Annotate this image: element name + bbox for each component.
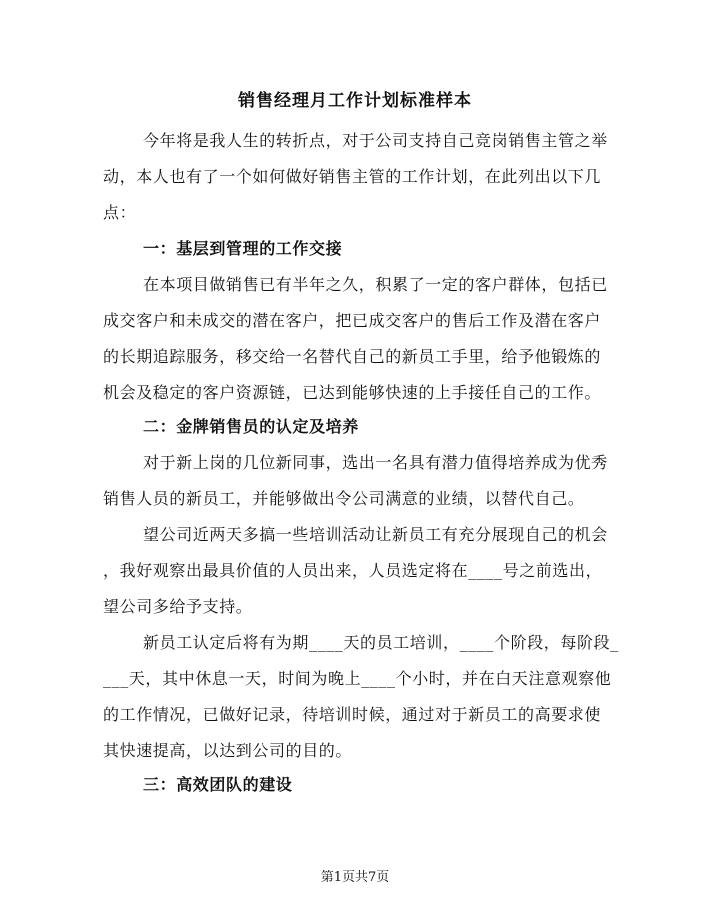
- paragraph-line: 望公司近两天多搞一些培训活动让新员工有充分展现自己的机会: [143, 525, 608, 544]
- paragraph-line: ，我好观察出最具价值的人员出来，人员选定将在____号之前选出，: [103, 561, 603, 580]
- paragraph-line: 在本项目做销售已有半年之久，积累了一定的客户群体，包括已: [143, 275, 608, 294]
- paragraph-line: 其快速提高，以达到公司的目的。: [103, 741, 353, 760]
- section-heading-3: 三：高效团队的建设: [143, 775, 293, 794]
- section-heading-2: 二：金牌销售员的认定及培养: [143, 417, 359, 436]
- paragraph-line: 动，本人也有了一个如何做好销售主管的工作计划，在此列出以下几: [103, 167, 602, 186]
- paragraph-line: 机会及稳定的客户资源链，已达到能够快速的上手接任自己的工作。: [103, 383, 602, 402]
- paragraph-line: ___天，其中休息一天，时间为晚上____个小时，并在白天注意观察他: [103, 669, 612, 688]
- paragraph-line: 成交客户和未成交的潜在客户，把已成交客户的售后工作及潜在客户: [103, 311, 602, 330]
- paragraph-line: 的长期追踪服务，移交给一名替代自己的新员工手里，给予他锻炼的: [103, 347, 602, 366]
- paragraph-line: 的工作情况，已做好记录，待培训时候，通过对于新员工的高要求使: [103, 705, 602, 724]
- paragraph-line: 今年将是我人生的转折点，对于公司支持自己竞岗销售主管之举: [143, 131, 608, 150]
- paragraph-line: 望公司多给予支持。: [103, 597, 253, 616]
- paragraph-line: 销售人员的新员工，并能够做出令公司满意的业绩，以替代自己。: [103, 489, 585, 508]
- paragraph-line: 点：: [103, 203, 137, 222]
- paragraph-line: 新员工认定后将有为期____天的员工培训，____个阶段，每阶段_: [143, 633, 619, 652]
- section-heading-1: 一：基层到管理的工作交接: [143, 239, 343, 258]
- page-footer: 第1页共7页: [320, 870, 390, 885]
- paragraph-line: 对于新上岗的几位新同事，选出一名具有潜力值得培养成为优秀: [143, 453, 608, 472]
- document-title: 销售经理月工作计划标准样本: [238, 91, 472, 111]
